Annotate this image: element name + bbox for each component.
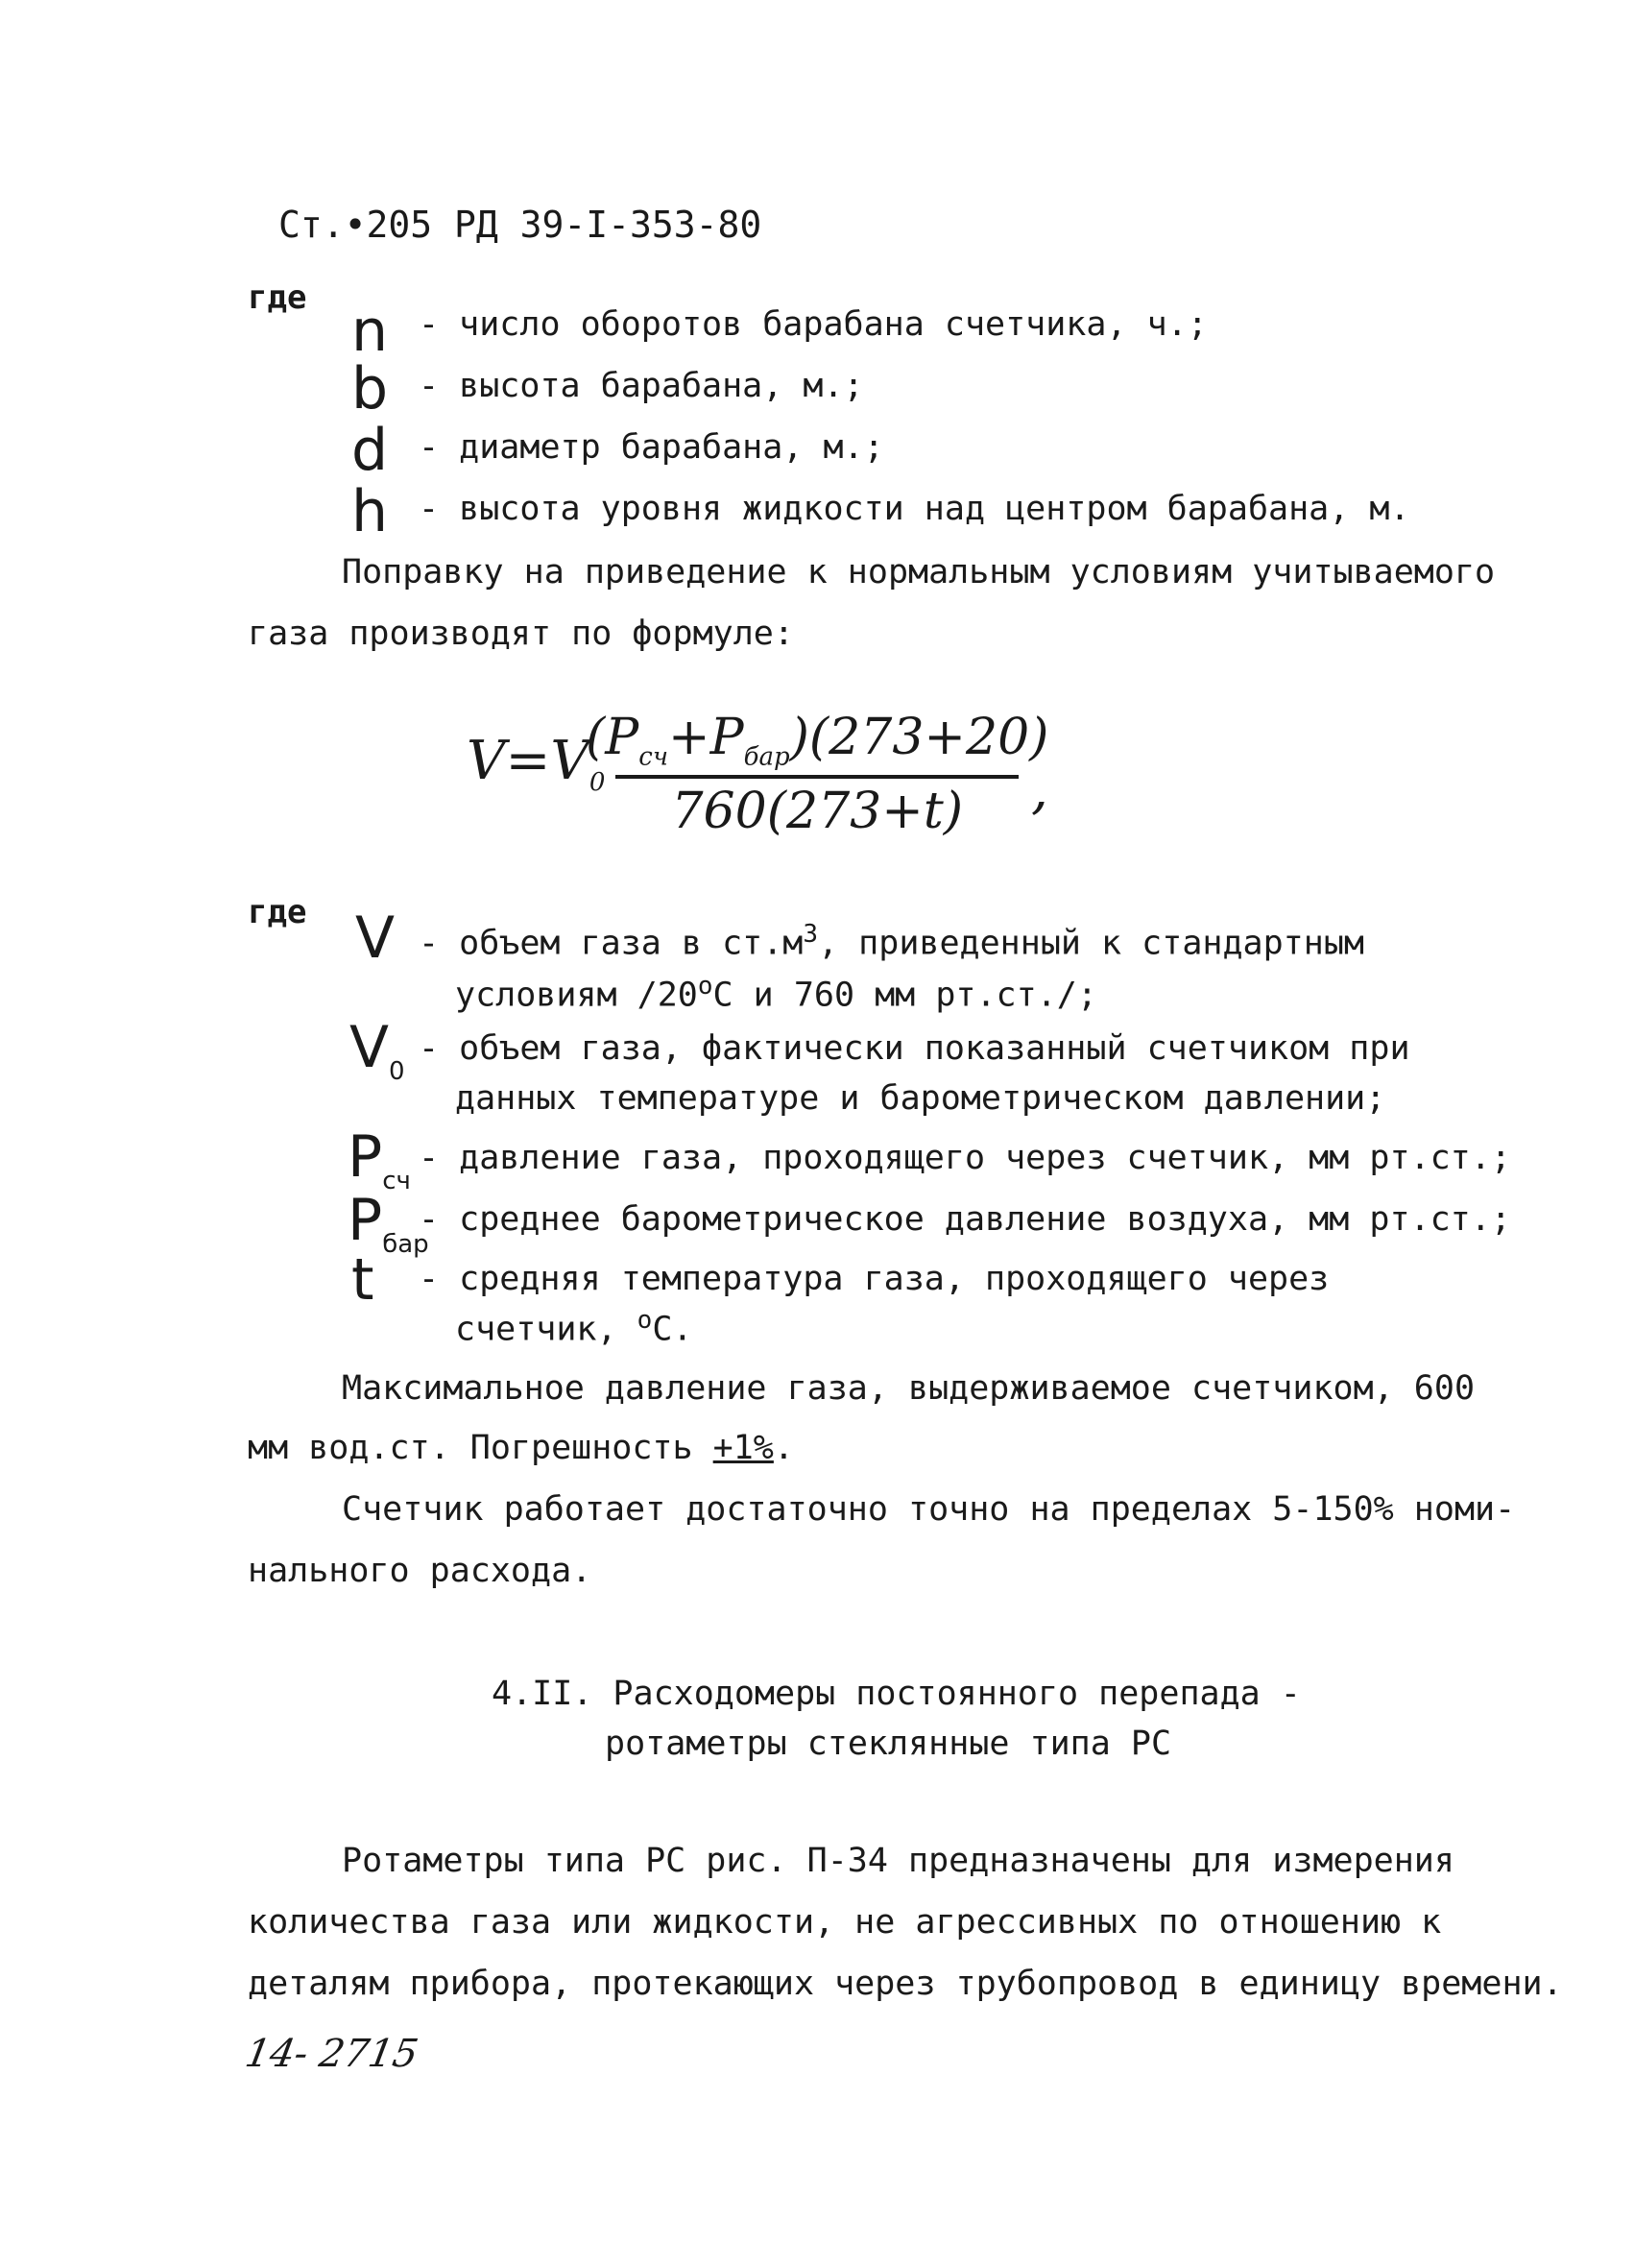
paragraph-line: количества газа или жидкости, не агрессивных по отношению к [248,1903,1442,1942]
fraction-bar [615,775,1019,779]
paragraph-line: Поправку на приведение к нормальным условиям учитываемого [342,553,1496,591]
formula-fraction [586,709,1048,840]
paragraph-line: деталям прибора, протекающих через трубопровод в единицу времени. [248,1965,1563,2003]
symbol-p-sch: $P_{сч}$ [348,1123,411,1195]
definition-line: - высота барабана, м.; [419,367,864,405]
section-heading: 4.II. Расходомеры постоянного перепада - [492,1675,1301,1713]
symbol-v0: $V_0$ [349,1014,405,1086]
definition-line: счетчик, $^о$С. [455,1306,693,1349]
symbol-h: h [351,478,389,545]
symbol-d: d [351,417,389,484]
paragraph-line: нального расхода. [248,1552,592,1590]
paragraph-line: Максимальное давление газа, выдерживаемое счетчиком, 600 [342,1369,1476,1408]
paragraph-line: Счетчик работает достаточно точно на пределах 5-150% номи- [342,1490,1516,1529]
formula-comma: , [1031,759,1048,821]
definition-line: - давление газа, проходящего через счетчик, мм рт.ст.; [419,1139,1511,1177]
symbol-b: b [351,355,389,422]
formula-lhs: $V=V_0$ [467,730,606,798]
formula-denominator: 760(273+t) [671,783,963,841]
definition-line: - объем газа в $ст.м^3$, приведенный к стандартным [419,920,1364,963]
definition-line: условиям $/20^оС$ и 760 мм рт.ст./; [455,972,1097,1015]
section-heading: ротаметры стеклянные типа РС [605,1725,1172,1763]
where-label-2: где [248,893,307,931]
symbol-n: n [351,298,389,365]
definition-line: - число оборотов барабана счетчика, ч.; [419,305,1208,344]
definition-line: - высота уровня жидкости над центром барабана, м. [419,490,1410,528]
symbol-v: V [355,905,396,972]
page-header: Ст.•205 РД 39-I-353-80 [278,204,762,246]
definition-line: - диаметр барабана, м.; [419,428,884,467]
symbol-t: t [351,1246,374,1314]
definition-line: - объем газа, фактически показанный счетчиком при [419,1029,1410,1068]
definition-line: - среднее барометрическое давление воздуха, мм рт.ст.; [419,1200,1511,1239]
where-label-1: где [248,278,307,317]
symbol-p-bar: $P_{бар}$ [348,1187,429,1259]
formula-numerator: $(P_{сч}+P_{бар})(273+20)$ [586,709,1049,772]
handwritten-page-number: 14- 2715 [241,2032,421,2076]
definition-line: - средняя температура газа, проходящего через [419,1260,1330,1298]
paragraph-line: газа производят по формуле: [248,615,794,653]
definition-line: данных температуре и барометрическом давлении; [455,1079,1386,1118]
paragraph-line: мм вод.ст. Погрешность +1%. [248,1429,794,1467]
paragraph-line: Ротаметры типа РС рис. П-34 предназначены для измерения [342,1842,1454,1880]
